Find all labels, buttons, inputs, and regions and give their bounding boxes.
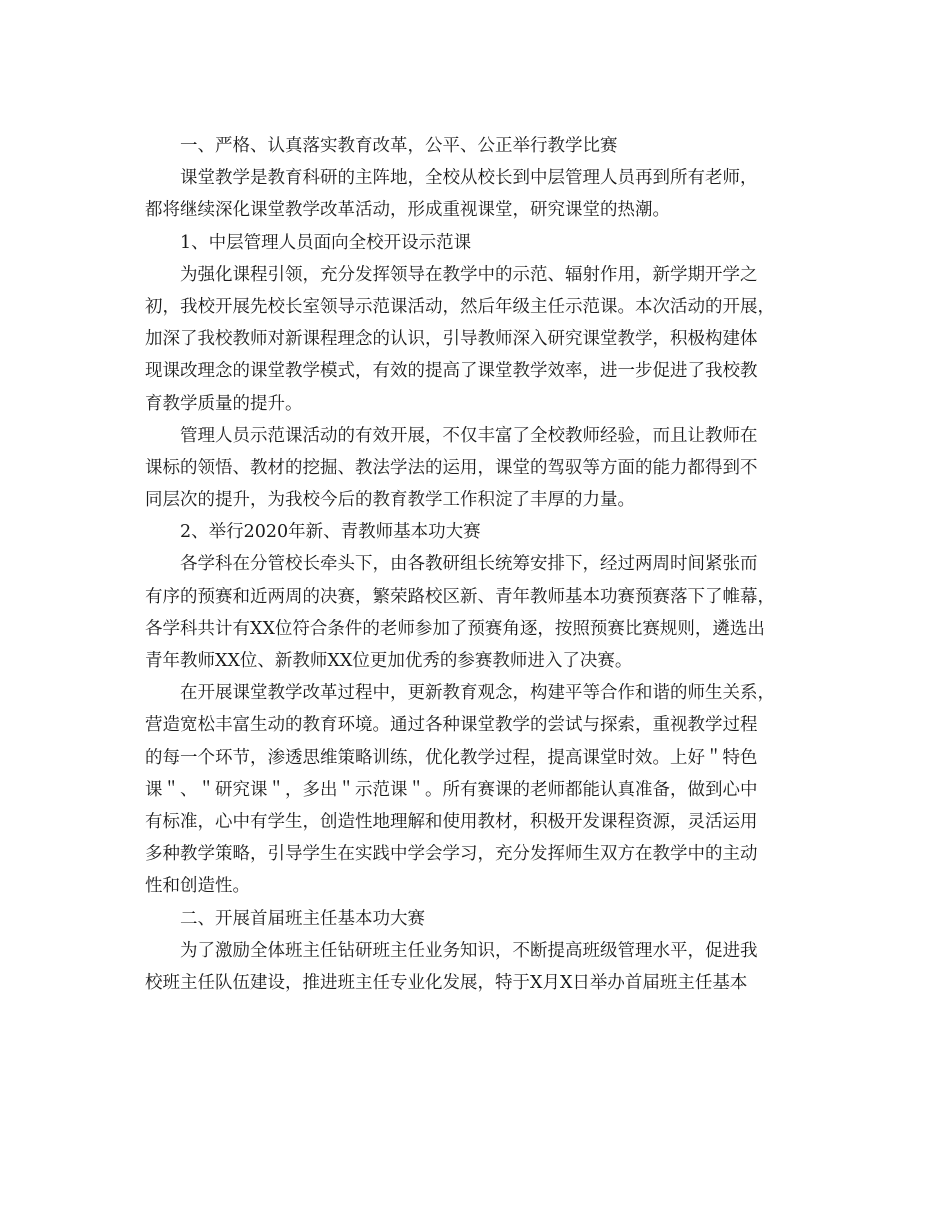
text-line: 各学科在分管校长牵头下，由各教研组长统筹安排下，经过两周时间紧张而: [180, 554, 758, 575]
text-line: 都将继续深化课堂教学改革活动，形成重视课堂，研究课堂的热潮。: [145, 200, 670, 221]
text-line: 管理人员示范课活动的有效开展，不仅丰富了全校教师经验，而且让教师在: [180, 425, 758, 446]
document-body: [145, 130, 810, 999]
text-line: 校班主任队伍建设，推进班主任专业化发展，特于X月X日举办首届班主任基本: [145, 972, 748, 993]
text-line: 一、严格、认真落实教育改革，公平、公正举行教学比赛: [180, 136, 618, 156]
text-line: 青年教师XX位、新教师XX位更加优秀的参赛教师进入了决赛。: [145, 651, 633, 671]
text-line: 课＂、＂研究课＂，多出＂示范课＂。所有赛课的老师都能认真准备，做到心中: [145, 779, 758, 800]
text-line: 有序的预赛和近两周的决赛，繁荣路校区新、青年教师基本功赛预赛落下了帷幕，: [145, 586, 775, 607]
text-line: 的每一个环节，渗透思维策略训练，优化教学过程，提高课堂时效。上好＂特色: [145, 747, 758, 768]
text-line: 在开展课堂教学改革过程中，更新教育观念，构建平等合作和谐的师生关系，: [180, 683, 775, 704]
text-line: 同层次的提升，为我校今后的教育教学工作积淀了丰厚的力量。: [145, 490, 635, 511]
text-line: 各学科共计有XX位符合条件的老师参加了预赛角逐，按照预赛比赛规则，遴选出: [145, 618, 765, 639]
text-line: 课堂教学是教育科研的主阵地，全校从校长到中层管理人员再到所有老师，: [180, 168, 758, 189]
text-line: 育教学质量的提升。: [145, 393, 303, 414]
text-line: 为强化课程引领，充分发挥领导在教学中的示范、辐射作用，新学期开学之: [180, 264, 758, 285]
text-line: 二、开展首届班主任基本功大赛: [180, 908, 425, 929]
text-line: 有标准，心中有学生，创造性地理解和使用教材，积极开发课程资源，灵活运用: [145, 811, 758, 832]
text-line: 为了激励全体班主任钻研班主任业务知识，不断提高班级管理水平，促进我: [180, 940, 758, 961]
text-line: 初，我校开展先校长室领导示范课活动，然后年级主任示范课。本次活动的开展，: [145, 296, 775, 317]
text-line: 课标的领悟、教材的挖掘、教法学法的运用，课堂的驾驭等方面的能力都得到不: [145, 457, 758, 478]
text-line: 多种教学策略，引导学生在实践中学会学习，充分发挥师生双方在教学中的主动: [145, 844, 758, 865]
text-line: 性和创造性。: [145, 876, 250, 897]
text-line: 加深了我校教师对新课程理念的认识，引导教师深入研究课堂教学，积极构建体: [145, 329, 758, 350]
text-line: 营造宽松丰富生动的教育环境。通过各种课堂教学的尝试与探索，重视教学过程: [145, 715, 758, 736]
text-line: 1、中层管理人员面向全校开设示范课: [180, 232, 472, 253]
text-line: 现课改理念的课堂教学模式，有效的提高了课堂教学效率，进一步促进了我校教: [145, 361, 758, 382]
text-line: 2、举行2020年新、青教师基本功大赛: [180, 522, 481, 543]
